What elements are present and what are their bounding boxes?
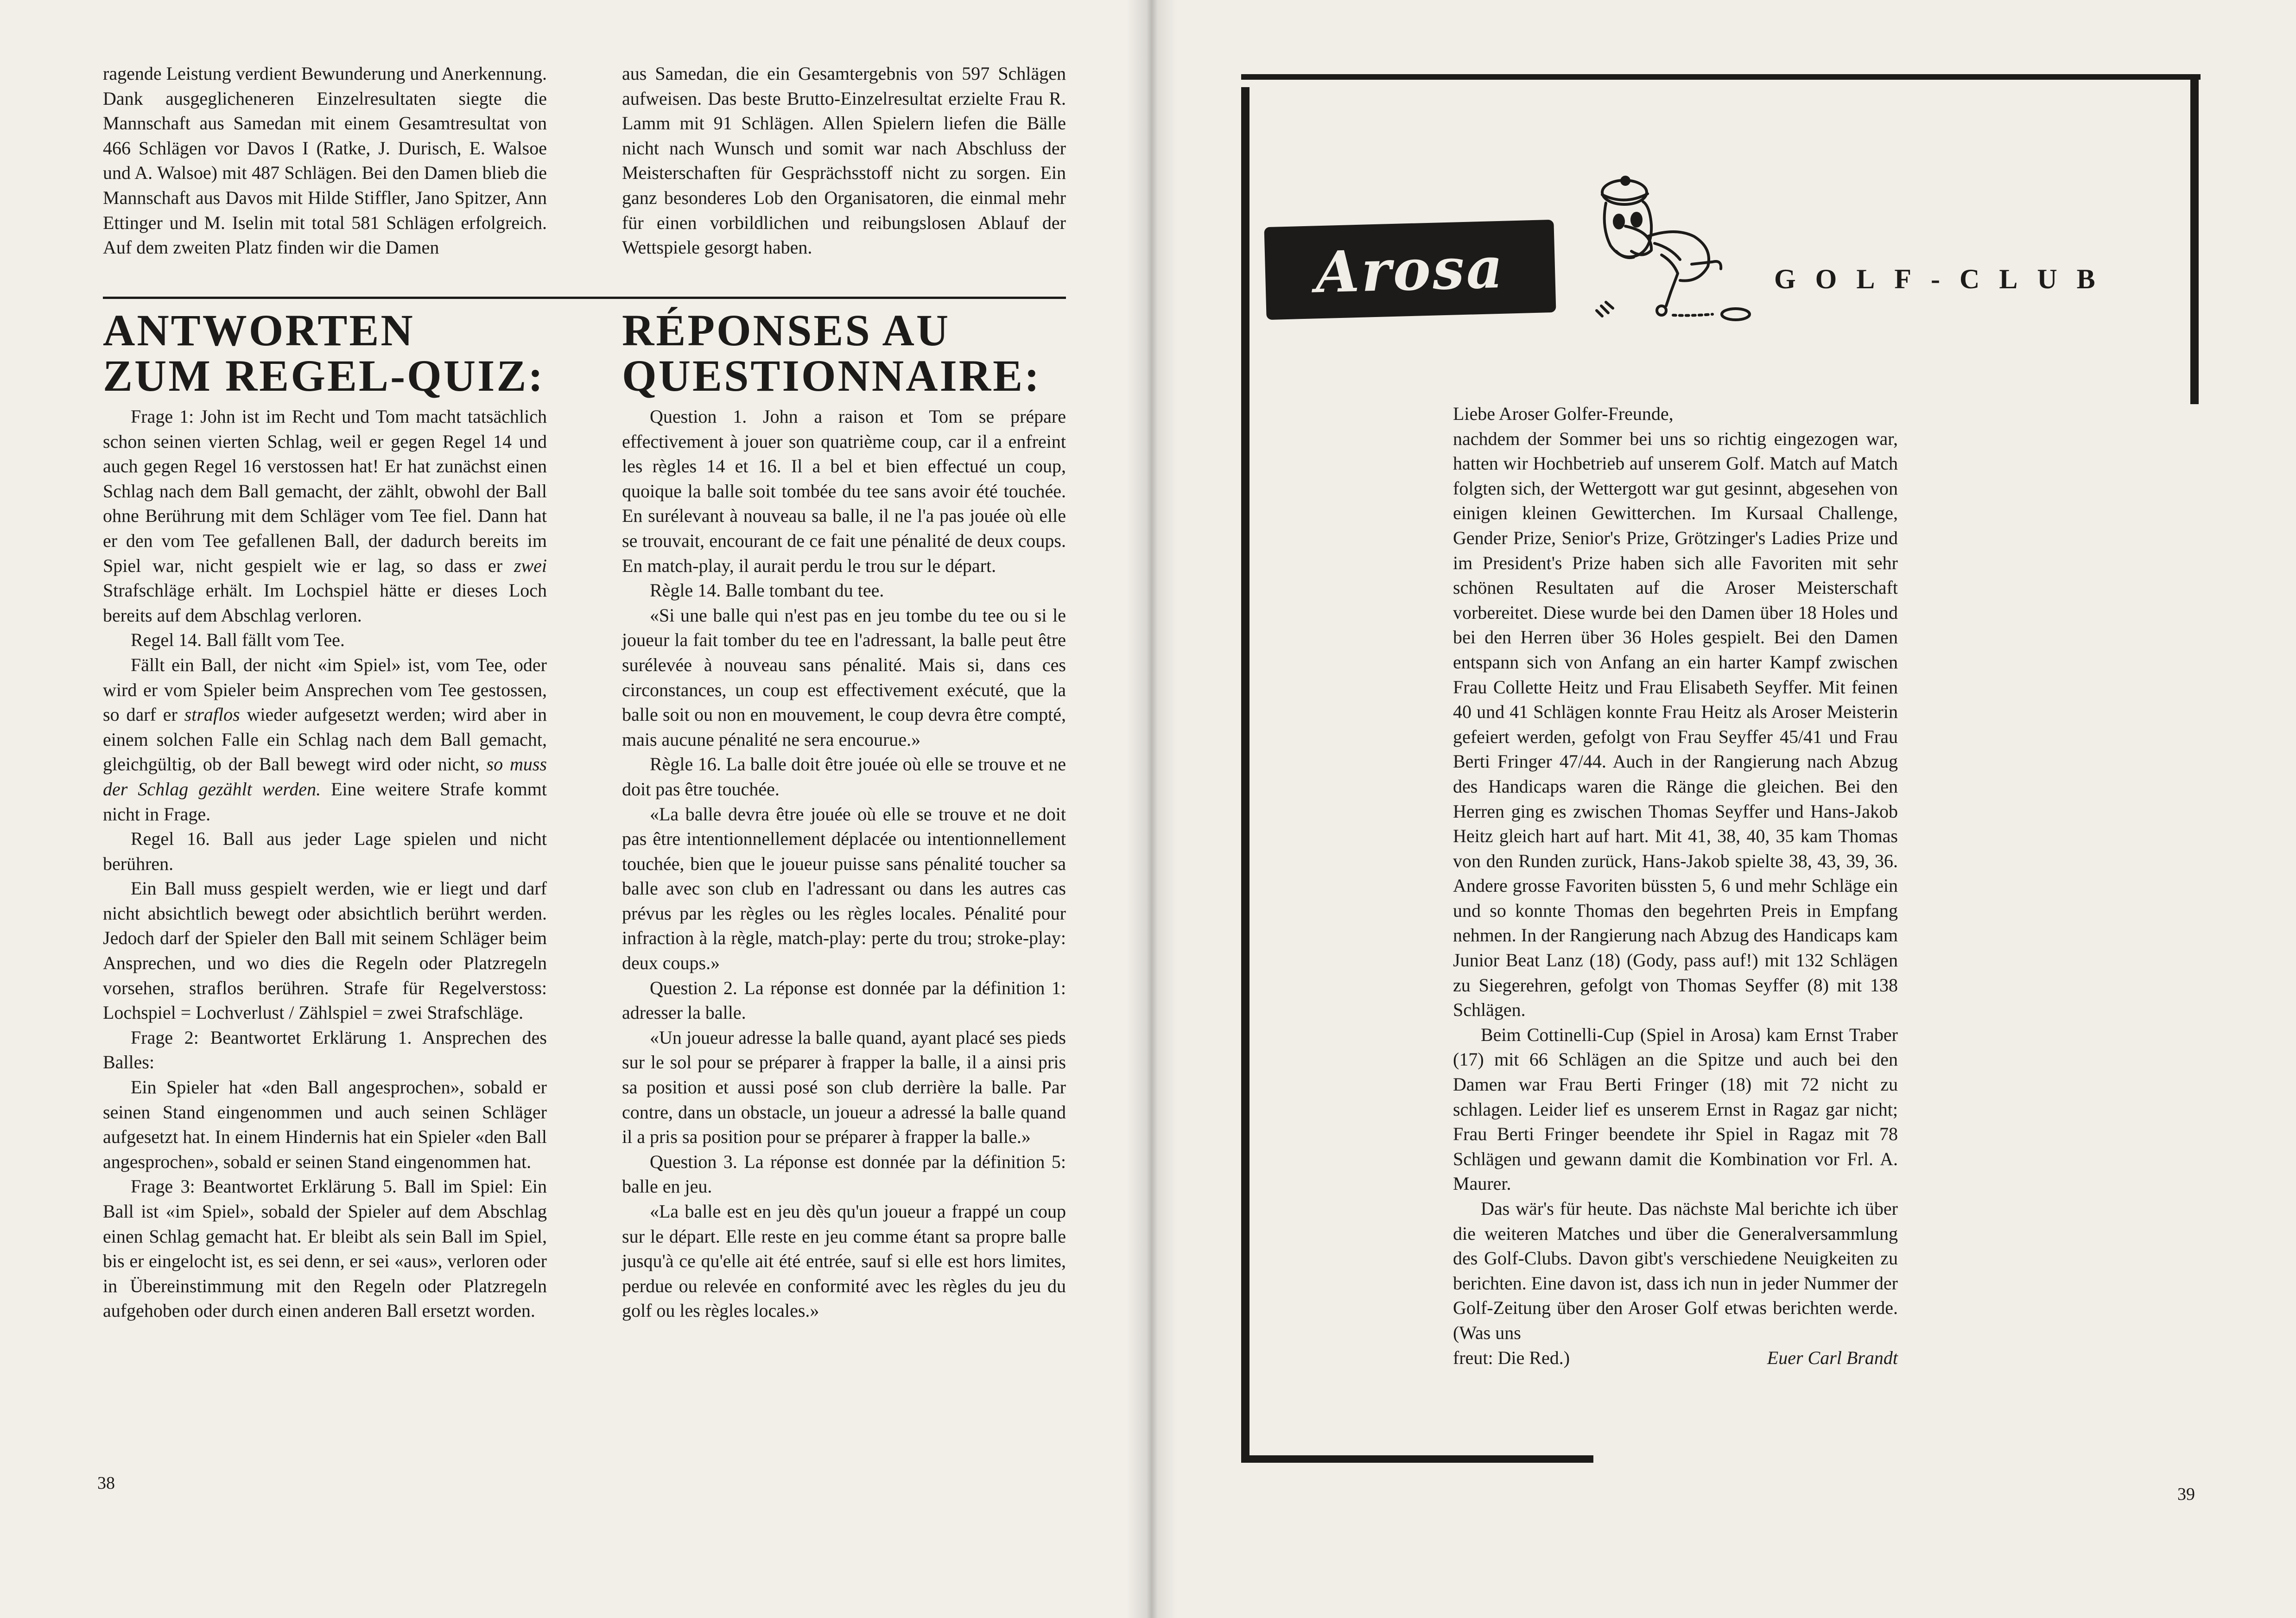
headline-german-line-2: ZUM REGEL-QUIZ:: [103, 351, 545, 400]
frame-right-rule: [2190, 80, 2199, 404]
headline-french: [622, 305, 1041, 400]
fr-paragraph-2: Règle 14. Balle tombant du tee.: [650, 580, 884, 601]
fr-paragraph-6: Question 2. La réponse est donnée par la définition 1: adresser la balle.: [622, 977, 1066, 1023]
headline-french-line-2: QUESTIONNAIRE:: [622, 351, 1041, 400]
letter-greeting: Liebe Aroser Golfer-Freunde,: [1453, 403, 1674, 424]
de-paragraph-5: Ein Ball muss gespielt werden, wie er liegt und darf nicht absichtlich bewegt oder absichtlich berührt werden. Jedoch darf der Spieler den Ball mit seinem Schläger beim Ansprechen, und wo dies die Regeln oder Platzregeln vorsehen, straflos berühren. Strafe für Regelverstoss: Lochspiel = Lochverlust / Zählspiel = zwei Strafschläge.: [103, 878, 547, 1023]
signature: Euer Carl Brandt: [1767, 1347, 1898, 1368]
de-paragraph-1: Frage 1: John ist im Recht und Tom macht tatsächlich schon seinen vierten Schlag, weil er gegen Regel 14 und auch gegen Regel 16 verstossen hat! Er hat zunächst einen Schlag nach dem Ball gemacht, der zählt, obwohl der Ball ohne Berührung mit dem Schläger vom Tee fiel. Dann hat er den vom Tee gefallenen Ball, der dadurch bereits im Spiel war, nicht gespielt wie er lag, so dass er zwei Strafschläge erhält. Im Lochspiel hätte er dieses Loch bereits auf dem Abschlag verloren.: [103, 406, 547, 626]
arosa-logo: [1264, 220, 1556, 320]
letter-signoff: [1453, 1345, 1898, 1371]
fr-paragraph-3: «Si une balle qui n'est pas en jeu tombe du tee ou si le joueur la fait tomber du tee en l'adressant, la balle peut être surélevée à nouveau sans pénalité. Mais si, dans ces circonstances, un coup est effectivement exécuté, que la balle soit ou non en mouvement, le coup devra être compté, mais aucune pénalité ne sera encourue.»: [622, 604, 1066, 750]
letter-paragraph-1: nachdem der Sommer bei uns so richtig eingezogen war, hatten wir Hochbetrieb auf unserem Golf. Match auf Match folgten sich, der Wettergott war gut gesinnt, abgesehen von einigen kleinen Gewitterchen. Im Kursaal Challenge, Gender Prize, Senior's Prize, Grötzinger's Ladies Prize und im President's Prize haben sich alle Favoriten mit sehr schönen Resultaten auf die Aroser Meisterschaft vorbereitet. Diese wurde bei den Damen über 18 Holes und bei den Herren über 36 Holes gespielt. Bei den Damen entspann sich von Anfang an ein harter Kampf zwischen Frau Collette Heitz und Frau Elisabeth Seyffer. Mit feinen 40 und 41 Schlägen konnte Frau Heitz als Aroser Meisterin gefeiert werden, gefolgt von Frau Seyffer 45/41 und Frau Berti Fringer 47/44. Auch in der Rangierung nach Abzug des Handicaps waren die Ränge die gleichen. Bei den Herren ging es zwischen Thomas Seyffer und Hans-Jakob Heitz gleich hart auf hart. Mit 41, 38, 40, 35 kam Thomas von den Runden zurück, Hans-Jakob spielte 38, 43, 39, 36. Andere grosse Favoriten büssten 5, 6 und mehr Schläge ein und so konnte Thomas den begehrten Preis in Empfang nehmen. In der Rangierung nach Abzug des Handicaps kam Junior Beat Lanz (18) (Gody, pass auf!) mit 132 Schlägen zu Siegerehren, gefolgt von Thomas Seyffer (8) mit 138 Schlägen.: [1453, 428, 1898, 1021]
top-paragraph-2: aus Samedan, die ein Gesamtergebnis von 597 Schlägen aufweisen. Das beste Brutto-Einzelresultat erzielte Frau R. Lamm mit 91 Schlägen. Allen Spielern liefen die Bälle nicht nach Wunsch und somit war nach Abschluss der Meisterschaften für Gesprächsstoff nicht zu sorgen. Ein ganz besonderes Lob den Organisatoren, die einmal mehr für einen vorbildlichen und reibungslosen Ablauf der Wettspiele gesorgt haben.: [622, 63, 1066, 258]
de-paragraph-3: Fällt ein Ball, der nicht «im Spiel» ist, vom Tee, oder wird er vom Spieler beim Ansprechen vom Tee gestossen, so darf er straflos wieder aufgesetzt werden; wird aber in einem solchen Falle ein Schlag nach dem Ball gemacht, gleichgültig, ob der Ball bewegt wird oder nicht, so muss der Schlag gezählt werden. Eine weitere Strafe kommt nicht in Frage.: [103, 654, 547, 825]
golf-club-heading: GOLF-CLUB: [1774, 264, 2115, 294]
fr-paragraph-9: «La balle est en jeu dès qu'un joueur a frappé un coup sur le départ. Elle reste en jeu comme étant sa propre balle jusqu'à ce qu'elle ait été entrée, sauf si elle est hors limites, perdue ou relevée en conformité avec les règles du jeu du golf ou les règles locales.»: [622, 1201, 1066, 1321]
de-paragraph-4: Regel 16. Ball aus jeder Lage spielen und nicht berühren.: [103, 828, 547, 874]
headline-german-line-1: ANTWORTEN: [103, 305, 415, 355]
de-paragraph-7: Ein Spieler hat «den Ball angesprochen», sobald er seinen Stand eingenommen und auch seinen Schläger aufgesetzt hat. In einem Hindernis hat ein Spieler «den Ball angesprochen», sobald er seinen Stand eingenommen hat.: [103, 1077, 547, 1172]
frame-left-rule: [1241, 87, 1249, 1463]
top-text-column-2: [622, 61, 1066, 260]
cartoon-golfer-illustration: [1573, 167, 1782, 334]
top-paragraph-1: ragende Leistung verdient Bewunderung und Anerkennung. Dank ausgeglicheneren Einzelresultaten siegte die Mannschaft aus Samedan mit einem Gesamtresultat von 466 Schlägen vor Davos I (Ratke, J. Durisch, E. Walsoe und A. Walsoe) mit 487 Schlägen. Bei den Damen blieb die Mannschaft aus Davos mit Hilde Stiffler, Jano Spitzer, Ann Ettinger und M. Iselin mit total 581 Schlägen erfolgreich. Auf dem zweiten Platz finden wir die Damen: [103, 63, 547, 258]
de-paragraph-8: Frage 3: Beantwortet Erklärung 5. Ball im Spiel: Ein Ball ist «im Spiel», sobald der Spieler auf dem Abschlag einen Schlag gemacht hat. Er bleibt als sein Ball im Spiel, bis er eingelocht ist, es sei denn, er sei «aus», verloren oder in Übereinstimmung mit den Regeln oder Platzregeln aufgehoben oder durch einen anderen Ball ersetzt worden.: [103, 1176, 547, 1321]
frame-top-rule: [1241, 74, 2201, 80]
fr-paragraph-5: «La balle devra être jouée où elle se trouve et ne doit pas être intentionnellement déplacée ou intentionnellement touchée, bien que le joueur puisse sans pénalité toucher sa balle avec son club en l'adressant ou dans les autres cas prévus par les règles ou les règles locales. Pénalité pour infraction à la règle, match-play: perte du trou; stroke-play: deux coups.»: [622, 803, 1066, 974]
letter-column: [1453, 401, 1898, 1370]
letter-paragraph-2: Beim Cottinelli-Cup (Spiel in Arosa) kam Ernst Traber (17) mit 66 Schlägen an die Spitze und auch bei den Damen war Frau Berti Fringer (18) mit 72 nicht zu schlagen. Leider lief es unserem Ernst in Ragaz gar nicht; Frau Berti Fringer beendete ihr Spiel in Ragaz mit 78 Schlägen und gewann damit die Kombination vor Frl. A. Maurer.: [1453, 1024, 1898, 1194]
arosa-logo-text: Arosa: [1314, 234, 1506, 306]
de-paragraph-2: Regel 14. Ball fällt vom Tee.: [131, 629, 345, 651]
german-answers-column: [103, 404, 547, 1323]
top-text-column-1: [103, 61, 547, 260]
page-number-left: 38: [97, 1473, 115, 1493]
editor-note: freut: Die Red.): [1453, 1347, 1570, 1368]
french-answers-column: [622, 404, 1066, 1323]
frame-bottom-rule: [1241, 1455, 1593, 1463]
section-divider: [103, 297, 1066, 299]
fr-paragraph-4: Règle 16. La balle doit être jouée où elle se trouve et ne doit pas être touchée.: [622, 754, 1066, 799]
letter-paragraph-3: Das wär's für heute. Das nächste Mal berichte ich über die weiteren Matches und über die Generalversammlung des Golf-Clubs. Davon gibt's verschiedene Neuigkeiten zu berichten. Eine davon ist, dass ich nun in jeder Nummer der Golf-Zeitung über den Aroser Golf etwas berichten werde. (Was uns: [1453, 1198, 1898, 1343]
fr-paragraph-7: «Un joueur adresse la balle quand, ayant placé ses pieds sur le sol pour se préparer à frapper la balle, il a ainsi pris sa position et aussi posé son club derrière la balle. Par contre, dans un obstacle, un joueur a adressé la balle quand il a pris sa position pour se préparer à frapper la balle.»: [622, 1027, 1066, 1148]
de-paragraph-6: Frage 2: Beantwortet Erklärung 1. Ansprechen des Balles:: [103, 1027, 547, 1073]
headline-french-line-1: RÉPONSES AU: [622, 305, 951, 355]
binding-gutter: [1126, 0, 1177, 1618]
fr-paragraph-1: Question 1. John a raison et Tom se prépare effectivement à jouer son quatrième coup, car il a enfreint les règles 14 et 16. Il a bel et bien effectué un coup, quoique la balle soit tombée du tee sans avoir été touchée. En surélevant à nouveau sa balle, il ne l'a pas jouée où elle se trouvait, encourant de ce fait une pénalité de deux coups. En match-play, il aurait perdu le trou sur le départ.: [622, 406, 1066, 576]
headline-german: [103, 305, 545, 400]
page-number-right: 39: [2177, 1485, 2195, 1504]
fr-paragraph-8: Question 3. La réponse est donnée par la définition 5: balle en jeu.: [622, 1151, 1066, 1197]
